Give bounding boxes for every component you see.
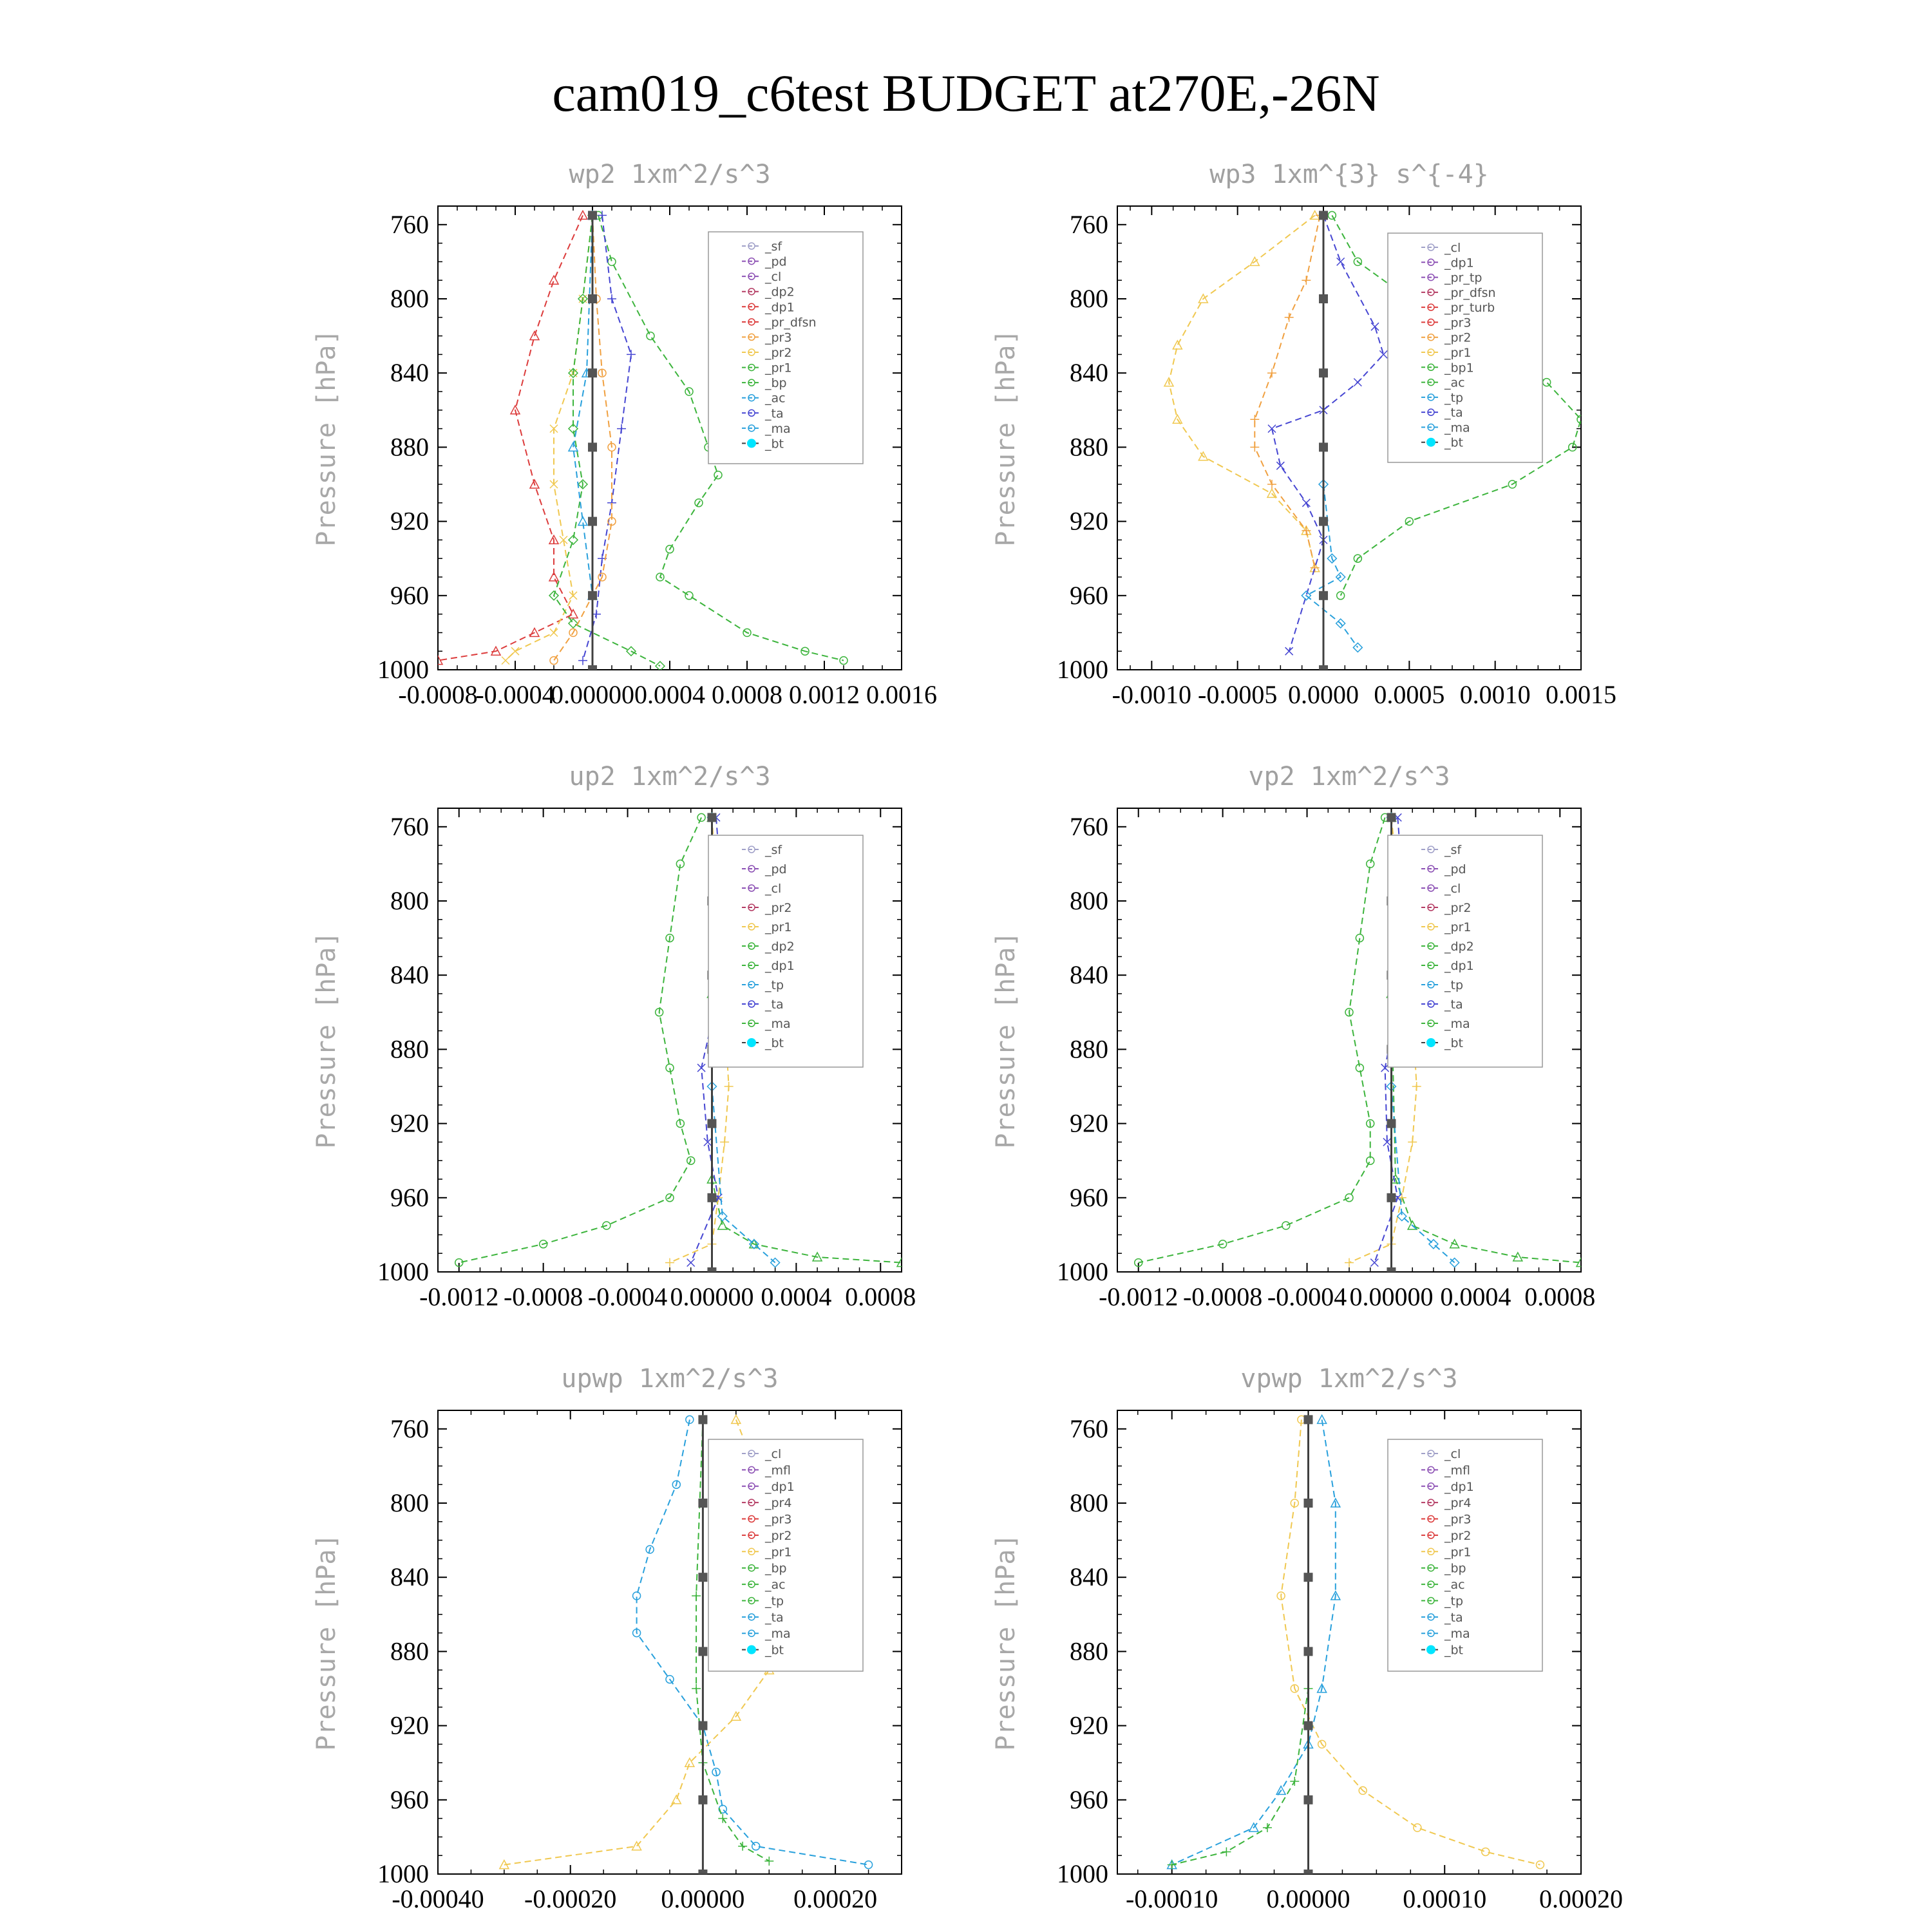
x-tick-label: 0.00000 [670, 1282, 754, 1311]
data-point [588, 442, 597, 451]
y-tick-label: 960 [1070, 1785, 1108, 1814]
data-point [1319, 517, 1328, 526]
legend-label: _pr2 [1444, 330, 1472, 345]
data-point [1267, 368, 1276, 377]
legend-label: _pr1 [1444, 1545, 1472, 1560]
legend-label: _dp2 [765, 940, 795, 954]
legend-label: _pr1 [1444, 346, 1472, 360]
data-point [647, 332, 654, 340]
legend-label: _bp [765, 1561, 787, 1576]
legend-label: _pr4 [765, 1496, 792, 1511]
x-tick-label: -0.0012 [1099, 1282, 1179, 1311]
data-point [1319, 665, 1328, 674]
y-tick-label: 880 [1070, 1636, 1108, 1666]
legend-label: _pr2 [1444, 901, 1472, 915]
y-tick-label: 1000 [1057, 1257, 1108, 1286]
data-point [550, 657, 558, 665]
data-point [578, 211, 587, 219]
legend-label: _dp1 [1444, 959, 1474, 973]
panel-3 [991, 762, 1595, 1311]
legend-label: _bp [1444, 1561, 1466, 1576]
data-point [685, 592, 693, 600]
x-tick-label: 0.0015 [1546, 680, 1616, 709]
legend-label: _pr3 [765, 1512, 792, 1527]
data-point [1367, 860, 1374, 867]
x-tick-label: 0.00020 [1539, 1884, 1623, 1913]
panel-title: vpwp 1xm^2/s^3 [1240, 1364, 1458, 1394]
panel-5 [991, 1364, 1623, 1913]
x-tick-label: 0.0004 [634, 680, 705, 709]
y-tick-label: 760 [1070, 811, 1108, 841]
data-point [549, 276, 558, 284]
data-point [1319, 294, 1328, 303]
series-line-pr3 [554, 215, 612, 660]
legend-label: _mfl [765, 1463, 791, 1478]
x-tick-label: 0.00000 [661, 1884, 745, 1913]
legend-label: _pr2 [1444, 1528, 1472, 1543]
series-line-ta [1272, 215, 1383, 651]
legend [708, 835, 863, 1067]
data-point [1168, 1861, 1177, 1870]
legend [708, 232, 863, 464]
data-point [752, 1842, 760, 1850]
y-tick-label: 880 [1070, 432, 1108, 462]
legend-label: _mfl [1444, 1463, 1470, 1478]
data-point [1319, 591, 1328, 600]
data-point [588, 665, 597, 674]
y-tick-label: 840 [1070, 358, 1108, 388]
x-tick-label: 0.0004 [1440, 1282, 1511, 1311]
legend-label: _pr4 [1444, 1496, 1472, 1511]
legend-label: _sf [765, 240, 782, 254]
legend-label: _pr1 [765, 920, 792, 934]
legend-label: _ma [1444, 1627, 1470, 1642]
data-point [1354, 379, 1361, 386]
legend-label: _tp [765, 1594, 784, 1609]
legend-label: _ma [765, 1017, 791, 1031]
y-tick-label: 1000 [1057, 655, 1108, 684]
legend-label: _bt [765, 437, 784, 451]
legend-label: _tp [1444, 390, 1464, 405]
legend-label: _pd [765, 862, 787, 876]
legend-label: _tp [1444, 1594, 1464, 1609]
x-tick-label: 0.0004 [761, 1282, 832, 1311]
legend-label: _ta [1444, 406, 1463, 421]
data-point [588, 368, 597, 377]
x-tick-label: -0.0008 [503, 1282, 583, 1311]
legend-label: _ma [1444, 1017, 1470, 1031]
x-tick-label: 0.0010 [1459, 680, 1531, 709]
x-tick-label: -0.00010 [1126, 1884, 1218, 1913]
legend-label: _cl [765, 882, 782, 896]
y-axis-label: Pressure [hPa] [312, 1533, 341, 1751]
data-point [1285, 313, 1294, 322]
data-point [724, 1082, 734, 1091]
data-point [511, 647, 519, 655]
x-tick-label: 0.00020 [793, 1884, 878, 1913]
y-tick-label: 920 [1070, 506, 1108, 536]
legend-label: _ta [765, 406, 784, 421]
y-tick-label: 920 [1070, 1108, 1108, 1138]
legend-label: _pr_dfsn [765, 315, 817, 330]
legend-label: _pr_dfsn [1444, 285, 1496, 300]
legend-label: _cl [1444, 1447, 1461, 1461]
data-point [1387, 813, 1396, 822]
legend-label: _dp2 [1444, 940, 1474, 954]
data-point [1250, 442, 1259, 451]
legend-label: _pr1 [765, 1545, 792, 1560]
x-tick-label: 0.0005 [1374, 680, 1445, 709]
legend-label: _pd [765, 254, 787, 269]
data-point [687, 1259, 695, 1267]
data-point [707, 1193, 716, 1202]
legend [708, 1439, 863, 1671]
data-point [1263, 1823, 1272, 1832]
data-point [1353, 643, 1362, 652]
legend-label: _ma [765, 421, 791, 436]
y-tick-label: 880 [390, 432, 429, 462]
data-point [1371, 323, 1379, 330]
x-tick-label: 0.0008 [845, 1282, 916, 1311]
legend-label: _ac [765, 391, 786, 406]
y-tick-label: 920 [390, 1710, 429, 1740]
y-tick-label: 760 [390, 1414, 429, 1443]
y-tick-label: 880 [390, 1636, 429, 1666]
x-tick-label: -0.0004 [587, 1282, 668, 1311]
data-point [588, 211, 597, 220]
legend [1388, 1439, 1542, 1671]
x-tick-label: 0.0000 [1288, 680, 1359, 709]
y-tick-label: 840 [390, 358, 429, 388]
data-point [1303, 1721, 1312, 1730]
y-tick-label: 840 [1070, 960, 1108, 990]
panel-title: up2 1xm^2/s^3 [569, 762, 771, 791]
data-point [1543, 379, 1551, 386]
data-point [588, 294, 597, 303]
x-tick-label: -0.0004 [1267, 1282, 1347, 1311]
y-axis-label: Pressure [hPa] [991, 329, 1021, 547]
x-tick-label: 0.0012 [789, 680, 860, 709]
x-tick-label: -0.00040 [392, 1884, 484, 1913]
data-point [1303, 1870, 1312, 1879]
data-point [1303, 1499, 1312, 1508]
legend-label: _bt [1444, 435, 1464, 450]
legend-label: _ac [1444, 375, 1465, 390]
y-tick-label: 800 [1070, 886, 1108, 915]
legend-label: _cl [1444, 241, 1461, 255]
data-point [698, 1721, 707, 1730]
legend [1388, 233, 1542, 462]
y-tick-label: 800 [390, 1488, 429, 1517]
panels [312, 160, 1623, 1913]
y-axis-label: Pressure [hPa] [312, 329, 341, 547]
x-tick-label: -0.00020 [524, 1884, 617, 1913]
data-point [698, 1870, 707, 1879]
x-tick-label: 0.00000 [551, 680, 634, 709]
legend-label: _pr_turb [1444, 301, 1495, 316]
legend-marker [1426, 1645, 1435, 1654]
legend-marker [747, 439, 756, 448]
x-tick-label: -0.0008 [1182, 1282, 1263, 1311]
data-point [1303, 1647, 1312, 1656]
legend-label: _cl [765, 270, 782, 285]
y-tick-label: 840 [390, 960, 429, 990]
data-point [588, 591, 597, 600]
data-point [764, 1857, 773, 1866]
legend-marker [747, 1645, 756, 1654]
data-point [1319, 368, 1328, 377]
data-point [698, 1647, 707, 1656]
x-tick-label: -0.0010 [1112, 680, 1191, 709]
data-point [502, 657, 509, 665]
legend-label: _pr3 [1444, 1512, 1472, 1527]
panel-title: vp2 1xm^2/s^3 [1248, 762, 1450, 791]
x-tick-label: -0.0004 [475, 680, 555, 709]
series-line-pr2 [1255, 215, 1320, 567]
legend-label: _bt [1444, 1036, 1464, 1050]
x-tick-label: 0.00000 [1266, 1884, 1350, 1913]
data-point [692, 1684, 701, 1693]
y-tick-label: 920 [390, 1108, 429, 1138]
x-tick-label: 0.0016 [866, 680, 937, 709]
series-line-dp1 [459, 817, 701, 1262]
data-point [607, 294, 616, 303]
legend-label: _cl [1444, 882, 1461, 896]
legend-marker [747, 1038, 756, 1047]
series-line-pr1 [1169, 215, 1315, 567]
data-point [707, 813, 716, 822]
y-tick-label: 800 [1070, 1488, 1108, 1517]
data-point [1387, 1193, 1396, 1202]
data-point [1412, 1082, 1421, 1091]
series-line-bp [1172, 1419, 1309, 1864]
legend-label: _ma [1444, 421, 1470, 435]
y-tick-label: 800 [1070, 284, 1108, 313]
panel-0 [312, 160, 937, 709]
data-point [714, 471, 722, 479]
y-tick-label: 960 [1070, 1182, 1108, 1212]
series-line-dp1 [438, 215, 583, 660]
y-tick-label: 840 [390, 1562, 429, 1592]
y-tick-label: 1000 [377, 655, 429, 684]
y-tick-label: 800 [390, 284, 429, 313]
data-point [617, 424, 626, 433]
y-tick-label: 960 [390, 1182, 429, 1212]
legend-label: _pr1 [1444, 920, 1472, 934]
y-tick-label: 760 [1070, 1414, 1108, 1443]
data-point [1250, 415, 1259, 424]
y-tick-label: 1000 [377, 1859, 429, 1888]
data-point [1303, 1573, 1312, 1582]
figure-title: cam019_c6test BUDGET at270E,-26N [552, 64, 1380, 122]
data-point [692, 1591, 701, 1600]
legend [1388, 835, 1542, 1067]
data-point [1379, 350, 1387, 358]
data-point [1414, 1824, 1421, 1832]
x-tick-label: 0.00000 [1349, 1282, 1434, 1311]
legend-label: _bt [765, 1643, 784, 1658]
data-point [1282, 1222, 1290, 1229]
y-tick-label: 880 [390, 1034, 429, 1064]
data-point [732, 1415, 741, 1423]
y-tick-label: 880 [1070, 1034, 1108, 1064]
legend-label: _pr1 [765, 361, 792, 375]
legend-label: _cl [765, 1447, 782, 1461]
series-line-dp1 [1139, 817, 1385, 1262]
x-tick-label: -0.0012 [419, 1282, 499, 1311]
legend-label: _dp1 [1444, 256, 1474, 270]
y-axis-label: Pressure [hPa] [312, 931, 341, 1149]
y-tick-label: 1000 [377, 1257, 429, 1286]
legend-label: _ta [1444, 998, 1463, 1012]
panel-title: wp2 1xm^2/s^3 [569, 160, 771, 189]
data-point [627, 350, 636, 359]
legend-label: _tp [765, 978, 784, 992]
x-tick-label: 0.0008 [1524, 1282, 1596, 1311]
data-point [1222, 1847, 1231, 1856]
data-point [1397, 1193, 1406, 1202]
legend-label: _dp1 [765, 300, 795, 315]
y-tick-label: 920 [1070, 1710, 1108, 1740]
x-tick-label: -0.0008 [398, 680, 478, 709]
legend-label: _ma [765, 1627, 791, 1642]
x-tick-label: 0.00010 [1403, 1884, 1487, 1913]
data-point [1302, 276, 1311, 285]
y-axis-label: Pressure [hPa] [991, 931, 1021, 1149]
data-point [672, 1795, 681, 1804]
data-point [1345, 1258, 1354, 1267]
data-point [1319, 442, 1328, 451]
legend-label: _dp1 [765, 959, 795, 973]
legend-label: _bp1 [1444, 361, 1474, 375]
panel-1 [991, 160, 1616, 709]
data-point [698, 1573, 707, 1582]
legend-marker [1426, 438, 1435, 447]
legend-label: _pr2 [765, 1528, 792, 1543]
series-line-pr2 [506, 215, 592, 660]
y-tick-label: 960 [390, 580, 429, 610]
panel-title: upwp 1xm^2/s^3 [561, 1364, 779, 1394]
y-axis-label: Pressure [hPa] [991, 1533, 1021, 1751]
legend-label: _bt [765, 1036, 784, 1050]
data-point [1311, 564, 1320, 573]
data-point [550, 629, 558, 636]
data-point [665, 1258, 674, 1267]
data-point [1387, 1267, 1396, 1276]
data-point [707, 1119, 716, 1128]
data-point [608, 258, 616, 265]
y-tick-label: 800 [390, 886, 429, 915]
data-point [718, 1221, 727, 1229]
legend-label: _dp1 [1444, 1479, 1474, 1494]
data-point [578, 656, 587, 665]
legend-label: _ac [765, 1578, 786, 1593]
data-point [1319, 211, 1328, 220]
y-tick-label: 760 [390, 209, 429, 239]
legend-label: _pr2 [765, 346, 792, 360]
legend-label: _ac [1444, 1578, 1465, 1593]
legend-label: _ta [765, 998, 784, 1012]
data-point [1387, 1119, 1396, 1128]
legend-label: _pr3 [765, 330, 792, 345]
x-tick-label: -0.0005 [1198, 680, 1278, 709]
panel-2 [312, 762, 916, 1311]
legend-label: _sf [765, 843, 782, 857]
y-tick-label: 840 [1070, 1562, 1108, 1592]
y-tick-label: 760 [1070, 209, 1108, 239]
data-point [1173, 341, 1182, 349]
panel-title: wp3 1xm^{3} s^{-4} [1209, 160, 1489, 189]
legend-marker [1426, 1038, 1435, 1047]
data-point [698, 1415, 707, 1424]
legend-label: _dp1 [765, 1479, 795, 1494]
data-point [1302, 499, 1310, 507]
data-point [738, 1842, 747, 1851]
y-tick-label: 960 [1070, 580, 1108, 610]
data-point [588, 517, 597, 526]
legend-label: _bt [1444, 1643, 1464, 1658]
data-point [1285, 647, 1293, 655]
data-point [698, 1795, 707, 1804]
y-tick-label: 760 [390, 811, 429, 841]
data-point [569, 619, 578, 628]
data-point [707, 1267, 716, 1276]
legend-label: _dp2 [765, 285, 795, 299]
legend-label: _sf [1444, 843, 1462, 857]
data-point [720, 1137, 729, 1146]
data-point [1267, 480, 1276, 489]
data-point [1303, 1795, 1312, 1804]
data-point [1290, 1777, 1299, 1786]
legend-label: _pr3 [1444, 316, 1472, 330]
data-point [1337, 258, 1345, 265]
data-point [718, 1814, 727, 1823]
data-point [1408, 1137, 1417, 1146]
x-tick-label: 0.0008 [712, 680, 782, 709]
legend-label: _pd [1444, 862, 1466, 876]
legend-label: _pr2 [765, 901, 792, 915]
legend-label: _pr_tp [1444, 270, 1482, 285]
legend-label: _ta [765, 1610, 784, 1625]
legend-label: _ta [1444, 1610, 1463, 1625]
data-point [1337, 592, 1345, 600]
data-point [1303, 1415, 1312, 1424]
legend-label: _tp [1444, 978, 1464, 992]
panel-4 [312, 1364, 902, 1913]
data-point [1370, 1259, 1378, 1267]
y-tick-label: 920 [390, 506, 429, 536]
legend-label: _bp [765, 376, 787, 391]
y-tick-label: 960 [390, 1785, 429, 1814]
data-point [698, 1499, 707, 1508]
data-point [569, 610, 578, 618]
y-tick-label: 1000 [1057, 1859, 1108, 1888]
data-point [1345, 1194, 1353, 1202]
